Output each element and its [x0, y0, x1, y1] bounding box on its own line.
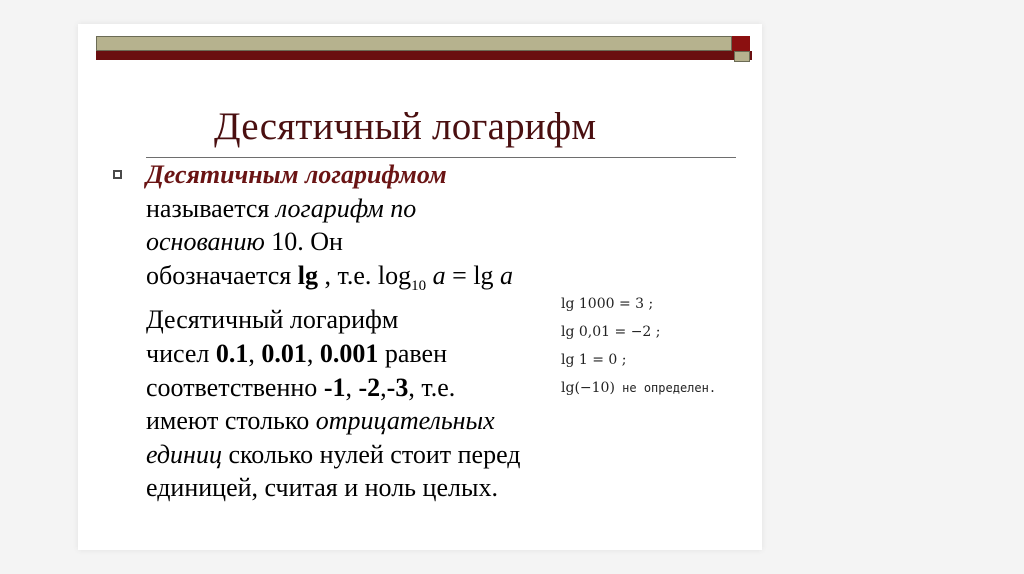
line-4 [146, 259, 606, 304]
text-fragment: , [345, 372, 359, 402]
header-decoration [96, 36, 752, 64]
line-1 [146, 158, 606, 192]
variable-a: a [500, 260, 514, 290]
text-fragment: , [306, 338, 320, 368]
header-olive-bar [96, 36, 732, 51]
text-fragment: , т.е. [408, 372, 456, 402]
text-fragment: равен [378, 338, 447, 368]
line-5: Десятичный логарифм [146, 305, 399, 335]
example-note: не определен. [614, 381, 717, 395]
number-bold: 0.001 [319, 338, 379, 368]
example-lg-001: lg 0,01 = −2 ; [561, 324, 661, 340]
example-lg-neg10 [561, 374, 716, 402]
number-bold: 0.1 [215, 338, 249, 368]
italic-fragment: единиц [146, 439, 222, 469]
line-3 [146, 225, 606, 259]
number-bold: -3 [386, 372, 409, 402]
number-bold: 0.01 [261, 338, 307, 368]
bullet-square-icon [113, 170, 122, 179]
term-highlight: Десятичным логарифмом [146, 160, 447, 189]
slide-title: Десятичный логарифм [214, 105, 597, 148]
log-base-subscript: 10 [411, 277, 427, 294]
text-fragment: = lg [445, 260, 501, 290]
example-lg-1000: lg 1000 = 3 ; [561, 296, 654, 312]
header-olive-square [734, 51, 750, 62]
variable-a: a [426, 260, 446, 290]
line-2 [146, 192, 606, 226]
line-7 [146, 371, 606, 405]
lg-notation: lg [297, 260, 318, 290]
text-fragment: , [380, 372, 387, 402]
examples-box [561, 290, 716, 402]
text-fragment: , т.е. log [317, 260, 412, 290]
header-red-square [732, 36, 750, 51]
text-fragment: соответственно [146, 372, 324, 402]
text-fragment: обозначается [146, 260, 298, 290]
italic-fragment: основанию [146, 227, 265, 257]
text-fragment: чисел [146, 338, 216, 368]
number-bold: -2 [358, 372, 381, 402]
text-fragment: , [248, 338, 262, 368]
line-10: единицей, считая и ноль целых. [146, 473, 498, 503]
text-fragment: называется [146, 193, 276, 223]
text-fragment: имеют столько [146, 406, 316, 436]
line-8 [146, 404, 606, 438]
header-dark-bar [96, 51, 752, 60]
italic-fragment: логарифм по [275, 193, 417, 223]
text-fragment: 10. Он [264, 227, 343, 257]
text-fragment: сколько нулей стоит перед [221, 439, 521, 469]
definition-paragraph [146, 158, 606, 505]
line-9 [146, 438, 606, 472]
italic-fragment: отрицательных [315, 406, 495, 436]
example-math: lg(−10) [561, 380, 615, 396]
line-6 [146, 337, 606, 371]
number-bold: -1 [323, 372, 346, 402]
example-lg-1: lg 1 = 0 ; [561, 352, 627, 368]
